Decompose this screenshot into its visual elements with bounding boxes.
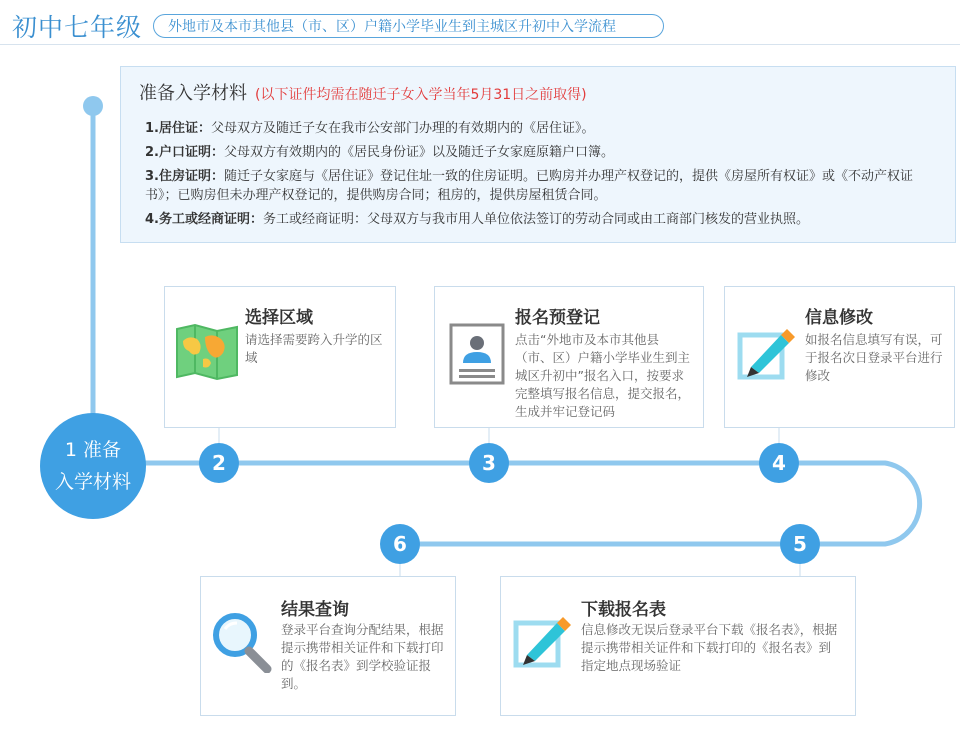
requirement-item	[145, 119, 935, 138]
track-start-dot	[83, 96, 103, 116]
magnifier-icon	[211, 611, 273, 673]
requirement-item	[145, 143, 935, 162]
step-number-badge: 4	[759, 443, 799, 483]
step-1-label-line1: 1 准备	[64, 439, 122, 461]
materials-title-text: 准备入学材料	[139, 83, 247, 104]
step-title: 报名预登记	[515, 308, 600, 328]
step-title: 选择区域	[245, 308, 313, 328]
step-1-circle	[40, 413, 146, 519]
materials-note: (以下证件均需在随迁子女入学当年5月31日之前取得)	[255, 87, 587, 103]
step-desc: 点击“外地市及本市其他县（市、区）户籍小学毕业生到主城区升初中”报名入口，按要求完整填写报名信息，提交报名，生成并牢记登记码	[515, 332, 691, 419]
requirement-text: 父母双方有效期内的《居民身份证》以及随迁子女家庭原籍户口簿。	[223, 145, 614, 160]
pencil-edit-icon	[737, 323, 797, 381]
id-card-icon	[449, 323, 505, 385]
step-card-result-query	[200, 576, 456, 716]
step-1-label-line2: 入学材料	[54, 471, 131, 493]
requirement-text: 务工或经商证明：父母双方与我市用人单位依法签订的劳动合同或由工商部门核发的营业执照。	[262, 212, 809, 227]
step-number-badge: 3	[469, 443, 509, 483]
requirement-text: 随迁子女家庭与《居住证》登记住址一致的住房证明。已购房并办理产权登记的，提供《房屋所有权证》或《不动产权证书》；已购房但未办理产权登记的，提供购房合同；租房的，提供房屋租赁合同。	[145, 169, 913, 203]
requirement-label: 1.居住证：	[145, 121, 211, 136]
requirement-label: 2.户口证明：	[145, 145, 224, 160]
requirement-label: 4.务工或经商证明：	[145, 212, 263, 227]
step-title: 结果查询	[281, 600, 349, 620]
pencil-edit-icon	[513, 611, 573, 669]
subtitle-badge: 外地市及本市其他县（市、区）户籍小学毕业生到主城区升初中入学流程	[153, 14, 664, 38]
step-desc: 如报名信息填写有误，可于报名次日登录平台进行修改	[805, 332, 943, 383]
step-title: 下载报名表	[581, 600, 666, 620]
step-number-badge: 2	[199, 443, 239, 483]
step-number-badge: 5	[780, 524, 820, 564]
step-desc: 请选择需要跨入升学的区域	[245, 332, 383, 365]
step-card-select-region	[164, 286, 396, 428]
step-card-pre-register	[434, 286, 704, 428]
page-title: 初中七年级	[12, 13, 143, 42]
requirement-text: 父母双方及随迁子女在我市公安部门办理的有效期内的《居住证》。	[210, 121, 595, 136]
materials-title	[139, 79, 587, 105]
step-number-badge: 6	[380, 524, 420, 564]
map-icon	[175, 323, 239, 381]
materials-box	[120, 66, 956, 243]
step-desc: 信息修改无误后登录平台下载《报名表》，根据提示携带相关证件和下载打印的《报名表》到指定地点现场验证	[581, 622, 838, 673]
step-card-download-form	[500, 576, 856, 716]
step-desc: 登录平台查询分配结果，根据提示携带相关证件和下载打印的《报名表》到学校验证报到。	[281, 622, 444, 691]
step-card-edit-info	[724, 286, 955, 428]
requirement-label: 3.住房证明：	[145, 169, 224, 184]
requirement-item	[145, 210, 935, 229]
requirement-item	[145, 167, 935, 205]
step-title: 信息修改	[805, 308, 873, 328]
